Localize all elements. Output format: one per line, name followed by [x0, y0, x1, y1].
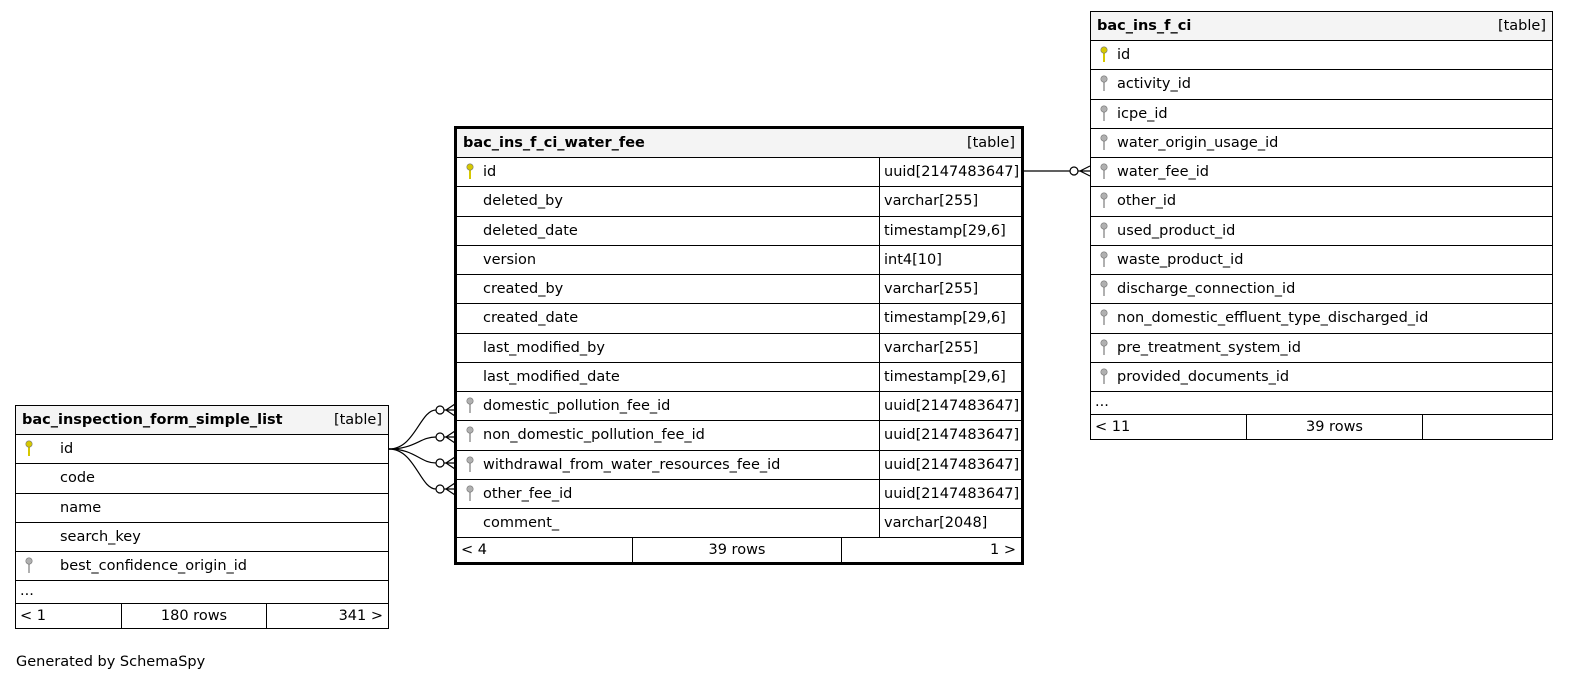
column-row[interactable] [457, 392, 1021, 421]
column-row[interactable] [1091, 304, 1552, 333]
column-row[interactable] [457, 158, 1021, 187]
table-footer [16, 604, 388, 628]
key-icon-placeholder [463, 512, 477, 534]
parents-count[interactable]: < 1 [16, 604, 122, 628]
column-type: int4[10] [879, 246, 1021, 274]
column-name: other_fee_id [483, 485, 573, 502]
column-name: id [483, 164, 497, 181]
column-list [16, 435, 388, 581]
table-footer [457, 538, 1021, 562]
column-name: created_by [483, 281, 564, 298]
column-name: id [1117, 47, 1131, 64]
table-name: bac_inspection_form_simple_list [22, 412, 283, 428]
column-row[interactable] [1091, 100, 1552, 129]
column-type: varchar[255] [879, 187, 1021, 215]
column-name: provided_documents_id [1117, 368, 1290, 385]
relation-simple-list-to-other-fee [389, 449, 436, 489]
more-columns-ellipsis: ... [16, 581, 388, 604]
column-row[interactable] [457, 509, 1021, 538]
column-row[interactable] [457, 217, 1021, 246]
table-bac-ins-f-ci[interactable] [1090, 11, 1553, 440]
column-row[interactable] [1091, 70, 1552, 99]
column-row[interactable] [1091, 187, 1552, 216]
column-type: uuid[2147483647] [879, 421, 1021, 449]
column-name: version [483, 251, 537, 268]
relation-simple-list-to-non-domestic-fee [389, 437, 436, 449]
foreign-key-icon [1097, 73, 1111, 95]
key-icon-placeholder [463, 249, 477, 271]
column-row[interactable] [457, 334, 1021, 363]
column-type: varchar[255] [879, 275, 1021, 303]
column-row[interactable] [457, 304, 1021, 333]
primary-key-icon [463, 161, 477, 183]
foreign-key-icon [1097, 307, 1111, 329]
primary-key-icon [22, 438, 36, 460]
foreign-key-icon [463, 395, 477, 417]
more-columns-ellipsis: ... [1091, 392, 1552, 415]
column-row[interactable] [16, 494, 388, 523]
column-name: activity_id [1117, 76, 1191, 93]
column-row[interactable] [1091, 246, 1552, 275]
table-header[interactable] [1091, 12, 1552, 41]
table-bac-inspection-form-simple-list[interactable] [15, 405, 389, 629]
column-name: last_modified_date [483, 368, 620, 385]
column-row[interactable] [1091, 334, 1552, 363]
column-name: created_date [483, 310, 579, 327]
column-type: varchar[255] [879, 334, 1021, 362]
column-list [457, 158, 1021, 538]
generator-credit: Generated by SchemaSpy [16, 654, 206, 670]
column-type: uuid[2147483647] [879, 158, 1021, 186]
key-icon-placeholder [22, 526, 36, 548]
foreign-key-icon [1097, 278, 1111, 300]
key-icon-placeholder [463, 190, 477, 212]
column-row[interactable] [1091, 363, 1552, 392]
foreign-key-icon [463, 454, 477, 476]
column-name: discharge_connection_id [1117, 281, 1296, 298]
table-tag: [table] [333, 412, 382, 428]
table-name: bac_ins_f_ci_water_fee [463, 135, 645, 151]
column-type: uuid[2147483647] [879, 451, 1021, 479]
column-name: icpe_id [1117, 105, 1168, 122]
relation-optional-marker [436, 485, 444, 493]
column-list [1091, 41, 1552, 392]
foreign-key-icon [1097, 220, 1111, 242]
column-name: domestic_pollution_fee_id [483, 398, 671, 415]
column-type: timestamp[29,6] [879, 217, 1021, 245]
column-row[interactable] [1091, 275, 1552, 304]
column-type: uuid[2147483647] [879, 392, 1021, 420]
key-icon-placeholder [463, 278, 477, 300]
children-count[interactable]: 1 > [990, 542, 1016, 559]
key-icon-placeholder [22, 497, 36, 519]
table-header[interactable] [16, 406, 388, 435]
column-row[interactable] [457, 451, 1021, 480]
relation-simple-list-to-domestic-fee [389, 410, 436, 449]
relation-optional-marker [1070, 167, 1078, 175]
column-name: last_modified_by [483, 339, 605, 356]
foreign-key-icon [1097, 366, 1111, 388]
table-tag: [table] [966, 135, 1015, 151]
column-name: water_origin_usage_id [1117, 134, 1279, 151]
key-icon-placeholder [463, 220, 477, 242]
foreign-key-icon [1097, 103, 1111, 125]
column-name: water_fee_id [1117, 164, 1209, 181]
column-row[interactable] [1091, 217, 1552, 246]
parents-count[interactable]: < 11 [1091, 415, 1247, 439]
column-name: code [60, 470, 95, 487]
column-row[interactable] [1091, 41, 1552, 70]
children-count[interactable]: 341 > [338, 608, 383, 625]
foreign-key-icon [1097, 161, 1111, 183]
key-icon-placeholder [463, 366, 477, 388]
column-row[interactable] [457, 187, 1021, 216]
column-row[interactable] [457, 421, 1021, 450]
column-row[interactable] [1091, 129, 1552, 158]
children-count[interactable] [1423, 415, 1552, 439]
column-row[interactable] [1091, 158, 1552, 187]
foreign-key-icon [1097, 132, 1111, 154]
column-type: uuid[2147483647] [879, 480, 1021, 508]
column-row[interactable] [16, 435, 388, 464]
table-header[interactable] [457, 129, 1021, 158]
column-name: comment_ [483, 515, 560, 532]
column-row[interactable] [457, 275, 1021, 304]
column-name: pre_treatment_system_id [1117, 339, 1301, 356]
column-name: used_product_id [1117, 222, 1236, 239]
relation-optional-marker [436, 406, 444, 414]
table-name: bac_ins_f_ci [1097, 18, 1192, 34]
column-name: best_confidence_origin_id [60, 558, 248, 575]
foreign-key-icon [463, 483, 477, 505]
column-name: deleted_date [483, 222, 578, 239]
column-name: withdrawal_from_water_resources_fee_id [483, 456, 781, 473]
column-row[interactable] [16, 464, 388, 493]
column-type: timestamp[29,6] [879, 363, 1021, 391]
column-row[interactable] [457, 363, 1021, 392]
column-name: name [60, 499, 102, 516]
column-type: varchar[2048] [879, 509, 1021, 537]
table-footer [1091, 415, 1552, 439]
primary-key-icon [1097, 44, 1111, 66]
table-bac-ins-f-ci-water-fee[interactable] [454, 126, 1024, 565]
column-name: search_key [60, 528, 141, 545]
foreign-key-icon [1097, 337, 1111, 359]
column-row[interactable] [16, 552, 388, 581]
row-count: 39 rows [633, 538, 842, 562]
relation-optional-marker [436, 433, 444, 441]
column-name: deleted_by [483, 193, 563, 210]
column-row[interactable] [457, 246, 1021, 275]
column-row[interactable] [16, 523, 388, 552]
parents-count[interactable]: < 4 [457, 538, 633, 562]
column-name: id [60, 441, 74, 458]
column-name: non_domestic_effluent_type_discharged_id [1117, 310, 1429, 327]
key-icon-placeholder [22, 467, 36, 489]
column-name: waste_product_id [1117, 251, 1244, 268]
row-count: 180 rows [122, 604, 267, 628]
relation-crowfoot [1078, 166, 1090, 176]
key-icon-placeholder [463, 307, 477, 329]
row-count: 39 rows [1247, 415, 1423, 439]
relation-optional-marker [436, 459, 444, 467]
column-type: timestamp[29,6] [879, 304, 1021, 332]
table-tag: [table] [1497, 18, 1546, 34]
column-row[interactable] [457, 480, 1021, 509]
column-name: non_domestic_pollution_fee_id [483, 427, 705, 444]
foreign-key-icon [1097, 190, 1111, 212]
foreign-key-icon [22, 555, 36, 577]
foreign-key-icon [1097, 249, 1111, 271]
column-name: other_id [1117, 193, 1177, 210]
relation-simple-list-to-withdrawal-fee [389, 449, 436, 463]
key-icon-placeholder [463, 337, 477, 359]
foreign-key-icon [463, 424, 477, 446]
